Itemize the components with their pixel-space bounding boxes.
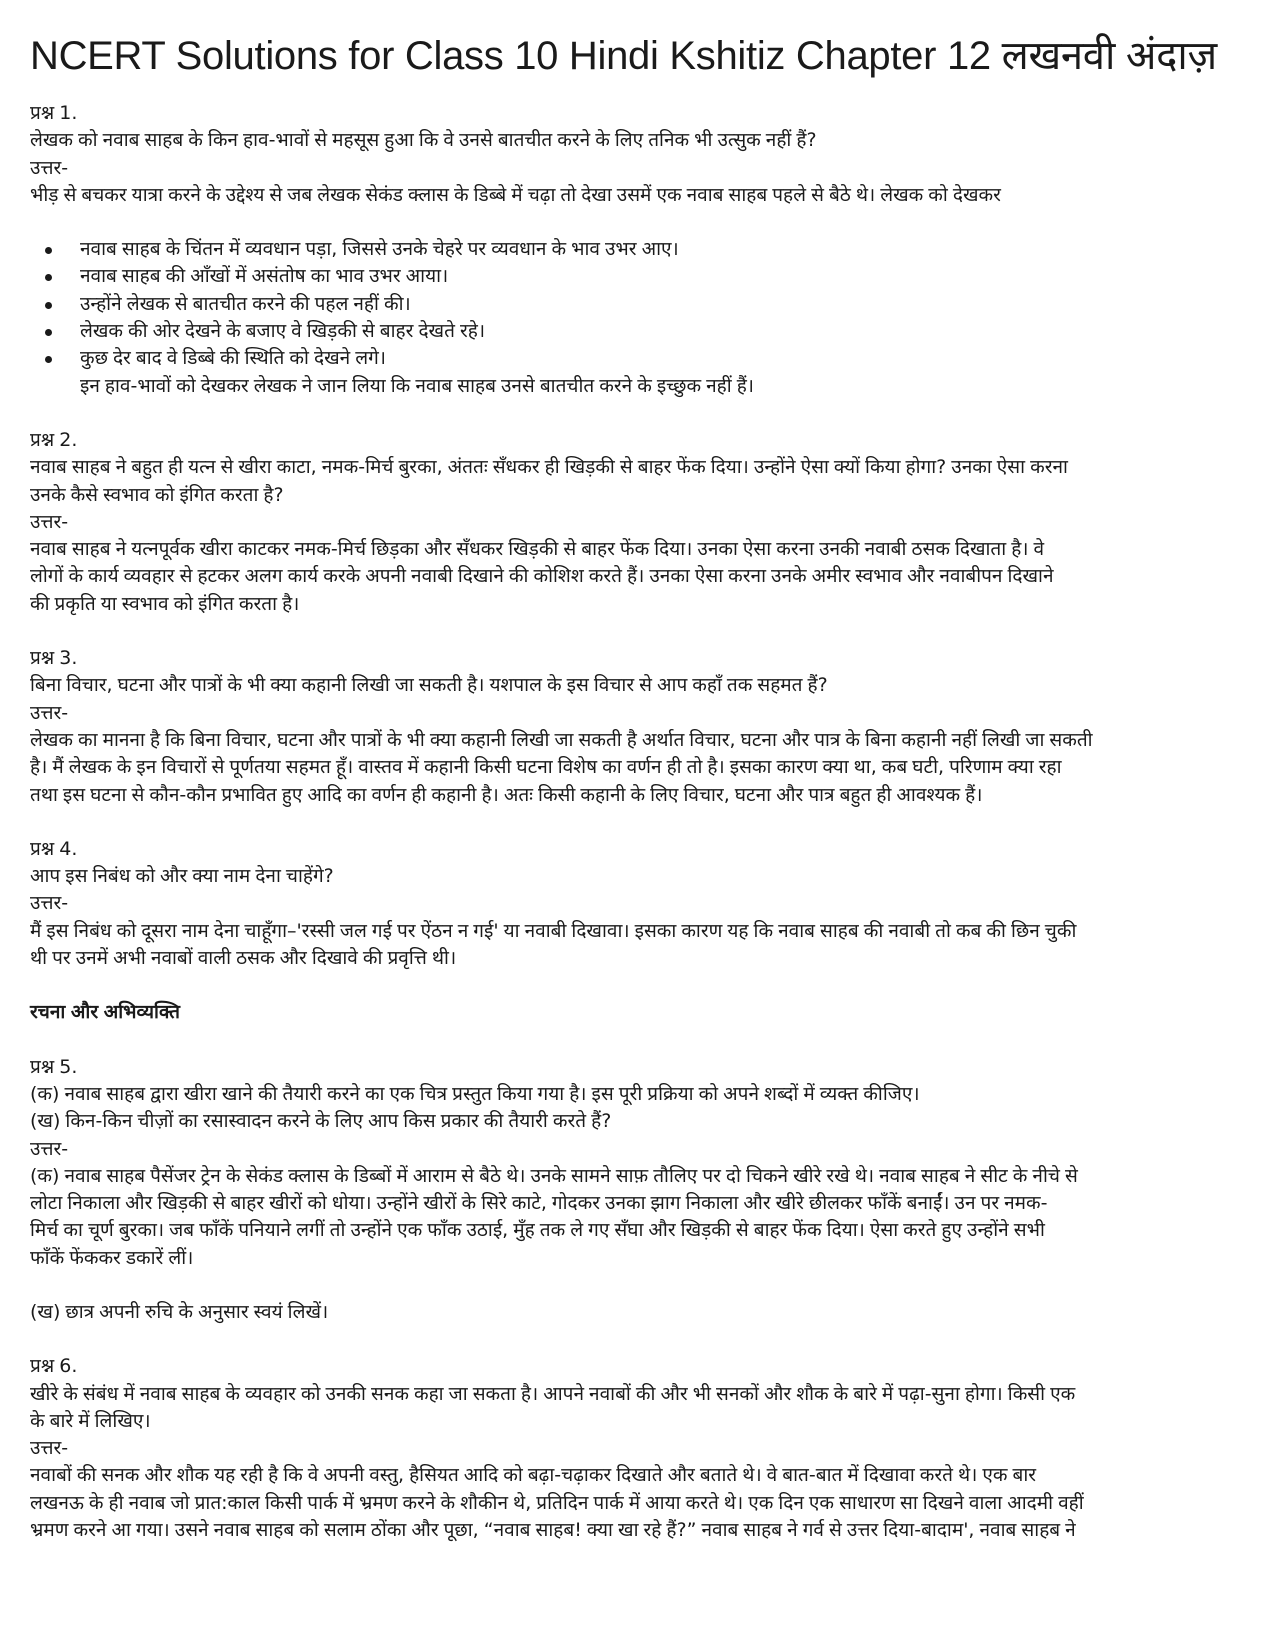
answer-text: की प्रकृति या स्वभाव को इंगित करता है। (30, 592, 300, 615)
question-2 (30, 427, 1245, 618)
list-item (30, 318, 1245, 345)
bullet-list (30, 236, 1245, 372)
answer-label: उत्तर- (30, 156, 69, 179)
question-text: (क) नवाब साहब द्वारा खीरा खाने की तैयारी करने का एक चित्र प्रस्तुत किया गया है। इस पूरी प्रक्रिया को अपने शब्दों में व्यक्त कीजिए। (30, 1082, 920, 1105)
spacer (30, 400, 1245, 427)
list-item (30, 263, 1245, 290)
list-item (30, 345, 1245, 372)
list-item-text: नवाब साहब के चिंतन में व्यवधान पड़ा, जिससे उनके चेहरे पर व्यवधान के भाव उभर आए। (80, 238, 679, 261)
question-label: प्रश्न 4. (30, 837, 78, 860)
answer-text: लेखक का मानना है कि बिना विचार, घटना और पात्रों के भी क्या कहानी लिखी जा सकती है अर्थात विचार, घटना और पात्र के बिना कहानी नहीं लिखी जा सकती (30, 728, 1093, 751)
answer-label: उत्तर- (30, 701, 69, 724)
question-text: नवाब साहब ने बहुत ही यत्न से खीरा काटा, नमक-मिर्च बुरका, अंततः सँधकर ही खिड़की से बाहर फेंक दिया। उन्होंने ऐसा क्यों किया होगा? उनका ऐसा करना (30, 456, 1068, 479)
bullet-icon (45, 356, 52, 363)
document-body (30, 100, 1245, 1544)
bullet-icon (45, 274, 52, 281)
question-text: (ख) किन-किन चीज़ों का रसास्वादन करने के लिए आप किस प्रकार की तैयारी करते हैं? (30, 1110, 612, 1133)
answer-text: मिर्च का चूर्ण बुरका। जब फाँकें पनियाने लगीं तो उन्होंने एक फाँक उठाई, मुँह तक ले गए सँघा और खिड़की से बाहर फेंक दिया। ऐसा करते हुए उन्होंने सभी (30, 1219, 1045, 1242)
question-1 (30, 100, 1245, 400)
answer-label: उत्तर- (30, 1437, 69, 1460)
page-title: NCERT Solutions for Class 10 Hindi Kshitiz Chapter 12 लखनवी अंदाज़ (30, 34, 1217, 78)
answer-text: नवाबों की सनक और शौक यह रही है कि वे अपनी वस्तु, हैसियत आदि को बढ़ा-चढ़ाकर दिखाते और बताते थे। वे बात-बात में दिखावा करते थे। एक बार (30, 1464, 1037, 1487)
answer-text: भीड़ से बचकर यात्रा करने के उद्देश्य से जब लेखक सेकंड क्लास के डिब्बे में चढ़ा तो देखा उसमें एक नवाब साहब पहले से बैठे थे। लेखक को देखकर (30, 183, 1001, 206)
spacer (30, 1326, 1245, 1353)
question-5 (30, 1054, 1245, 1327)
question-label: प्रश्न 6. (30, 1355, 78, 1378)
answer-text: नवाब साहब ने यत्नपूर्वक खीरा काटकर नमक-मिर्च छिड़का और सँधकर खिड़की से बाहर फेंक दिया। उनका ऐसा करना उनकी नवाबी ठसक दिखाता है। वे (30, 538, 1045, 561)
answer-text: थी पर उनमें अभी नवाबों वाली ठसक और दिखावे की प्रवृत्ति थी। (30, 947, 457, 970)
answer-text: लखनऊ के ही नवाब जो प्रात:काल किसी पार्क में भ्रमण करने के शौकीन थे, प्रतिदिन पार्क में आया करते थे। एक दिन एक साधारण सा दिखने वाला आदमी वहीं (30, 1491, 1084, 1514)
bullet-icon (45, 302, 52, 309)
answer-text: (क) नवाब साहब पैसेंजर ट्रेन के सेकंड क्लास के डिब्बों में आराम से बैठे थे। उनके सामने साफ़ तौलिए पर दो चिकने खीरे रखे थे। नवाब साहब ने सीट के नीचे से (30, 1164, 1078, 1187)
section-heading: रचना और अभिव्यक्ति (30, 1001, 180, 1024)
answer-text: भ्रमण करने आ गया। उसने नवाब साहब को सलाम ठोंका और पूछा, “नवाब साहब! क्या खा रहे हैं?” नवाब साहब ने गर्व से उत्तर दिया-बादाम', नवाब साहब ने (30, 1519, 1076, 1542)
question-text: बिना विचार, घटना और पात्रों के भी क्या कहानी लिखी जा सकती है। यशपाल के इस विचार से आप कहाँ तक सहमत हैं? (30, 674, 828, 697)
list-item (30, 236, 1245, 263)
bullet-icon (45, 247, 52, 254)
spacer (30, 809, 1245, 836)
question-3 (30, 645, 1245, 809)
question-text: उनके कैसे स्वभाव को इंगित करता है? (30, 483, 284, 506)
spacer (30, 209, 1245, 236)
list-item-text: लेखक की ओर देखने के बजाए वे खिड़की से बाहर देखते रहे। (80, 320, 486, 343)
spacer (30, 618, 1245, 645)
spacer (30, 972, 1245, 999)
answer-text: तथा इस घटना से कौन-कौन प्रभावित हुए आदि का वर्णन ही कहानी है। अतः किसी कहानी के लिए विचार, घटना और पात्र बहुत ही आवश्यक हैं। (30, 783, 983, 806)
answer-text: फाँकें फेंककर डकारें लीं। (30, 1246, 194, 1269)
answer-label: उत्तर- (30, 892, 69, 915)
answer-conclusion: इन हाव-भावों को देखकर लेखक ने जान लिया कि नवाब साहब उनसे बातचीत करने के इच्छुक नहीं हैं। (80, 374, 755, 397)
question-text: खीरे के संबंध में नवाब साहब के व्यवहार को उनकी सनक कहा जा सकता है। आपने नवाबों की और भी सनकों और शौक के बारे में पढ़ा-सुना होगा। किसी एक (30, 1382, 1076, 1405)
question-label: प्रश्न 5. (30, 1055, 78, 1078)
answer-text: (ख) छात्र अपनी रुचि के अनुसार स्वयं लिखें। (30, 1300, 329, 1323)
answer-text: है। मैं लेखक के इन विचारों से पूर्णतया सहमत हूँ। वास्तव में कहानी किसी घटना विशेष का वर्णन ही तो है। इसका कारण क्या था, कब घटी, परिणाम क्या रहा (30, 756, 1062, 779)
question-label: प्रश्न 3. (30, 647, 78, 670)
list-item-text: उन्होंने लेखक से बातचीत करने की पहल नहीं की। (80, 292, 411, 315)
question-text: आप इस निबंध को और क्या नाम देना चाहेंगे? (30, 865, 334, 888)
question-text: के बारे में लिखिए। (30, 1409, 151, 1432)
question-label: प्रश्न 2. (30, 428, 78, 451)
list-item-text: नवाब साहब की आँखों में असंतोष का भाव उभर आया। (80, 265, 449, 288)
question-label: प्रश्न 1. (30, 102, 78, 124)
question-6 (30, 1353, 1245, 1544)
list-item (30, 291, 1245, 318)
answer-label: उत्तर- (30, 510, 69, 533)
spacer (30, 1272, 1245, 1299)
question-4 (30, 836, 1245, 972)
question-text: लेखक को नवाब साहब के किन हाव-भावों से महसूस हुआ कि वे उनसे बातचीत करने के लिए तनिक भी उत्सुक नहीं हैं? (30, 129, 817, 152)
list-item-text: कुछ देर बाद वे डिब्बे की स्थिति को देखने लगे। (80, 347, 386, 370)
answer-text: मैं इस निबंध को दूसरा नाम देना चाहूँगा–'रस्सी जल गई पर ऐंठन न गई' या नवाबी दिखावा। इसका कारण यह कि नवाब साहब की नवाबी तो कब की छिन चुकी (30, 919, 1077, 942)
answer-label: उत्तर- (30, 1137, 69, 1160)
answer-text: लोटा निकाला और खिड़की से बाहर खीरों को धोया। उन्होंने खीरों के सिरे काटे, गोदकर उनका झाग निकाला और खीरे छीलकर फाँकें बनाईं। उन पर नमक- (30, 1192, 1048, 1215)
answer-text: लोगों के कार्य व्यवहार से हटकर अलग कार्य करके अपनी नवाबी दिखाने की कोशिश करते हैं। उनका ऐसा करना उनके अमीर स्वभाव और नवाबीपन दिखाने (30, 565, 1054, 588)
spacer (30, 1027, 1245, 1054)
bullet-icon (45, 329, 52, 336)
